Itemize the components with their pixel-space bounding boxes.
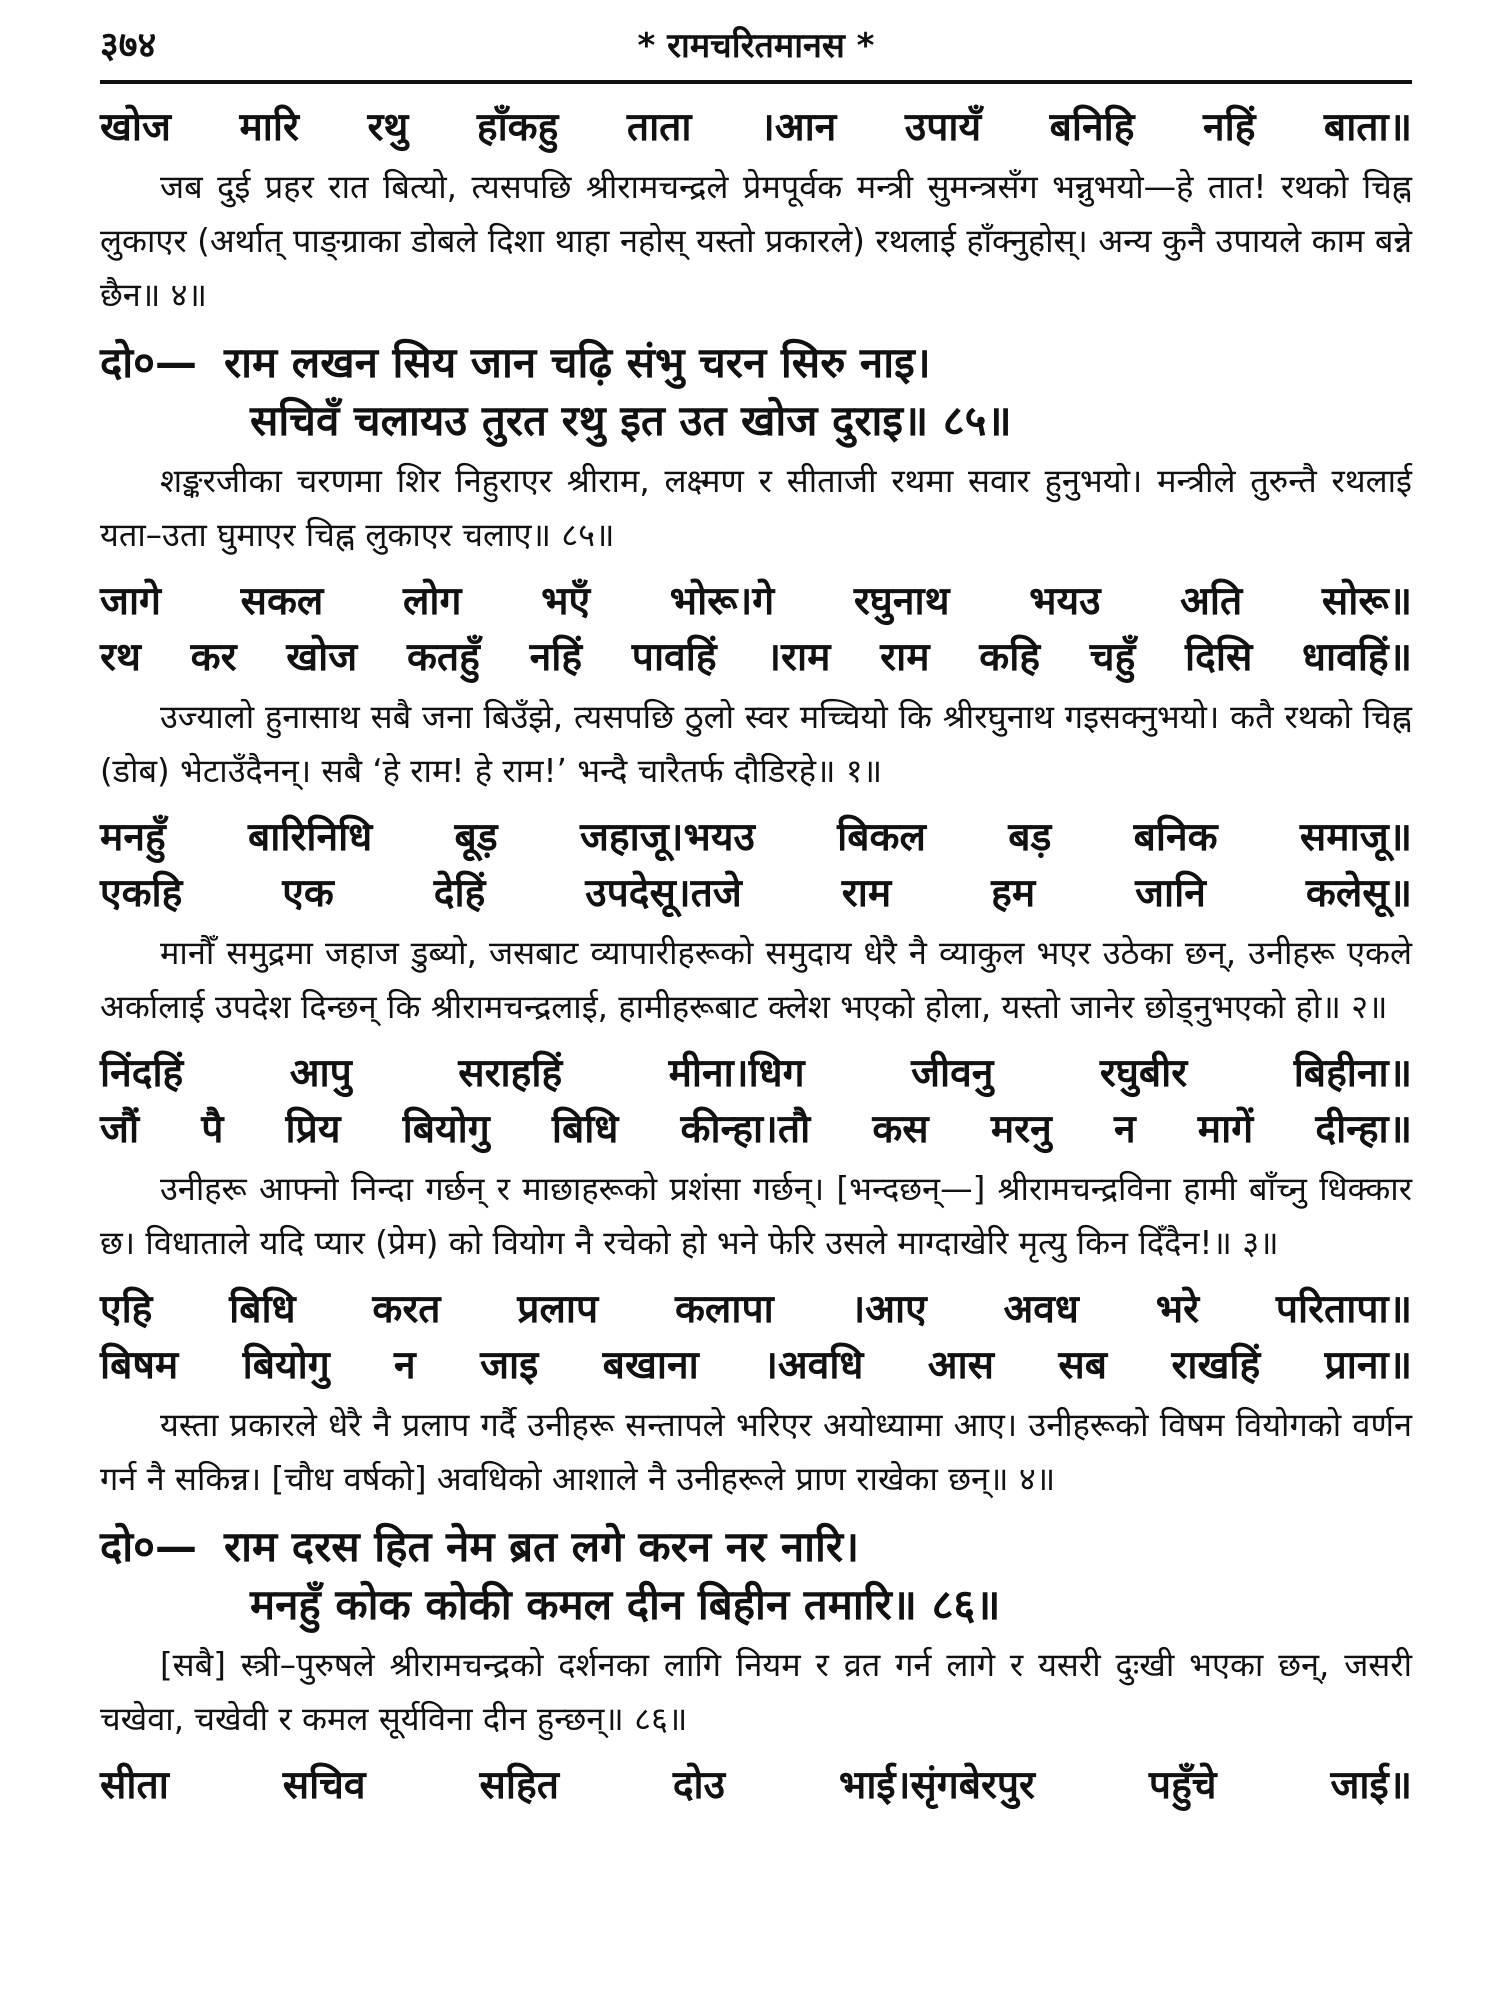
translation-paragraph: [सबै] स्त्री–पुरुषले श्रीरामचन्द्रको दर्शनका लागि नियम र व्रत गर्न लागे र यसरी दुःखी भएका छन्, जसरी चखेवा, चखेवी र कमल सूर्यविना दीन हुन्छन्॥ ८६॥ xyxy=(100,1646,1412,1738)
translation-paragraph: उनीहरू आफ्नो निन्दा गर्छन् र माछाहरूको प्रशंसा गर्छन्। [भन्दछन्—] श्रीरामचन्द्रविना हामी बाँच्नु धिक्कार छ। विधाताले यदि प्यार (प्रेम) को वियोग नै रचेको हो भने फेरि उसले माग्दाखेरि मृत्यु किन दिँदैन!॥ ३॥ xyxy=(100,1170,1412,1262)
doha xyxy=(100,1518,1412,1634)
translation-paragraph: यस्ता प्रकारले धेरै नै प्रलाप गर्दै उनीहरू सन्तापले भरिएर अयोध्यामा आए। उनीहरूको विषम वियोगको वर्णन गर्न नै सकिन्न। [चौध वर्षको] अवधिको आशाले नै उनीहरूले प्राण राखेका छन्॥ ४॥ xyxy=(100,1406,1412,1498)
book-title: * रामचरितमानस * xyxy=(637,26,875,66)
translation-paragraph: उज्यालो हुनासाथ सबै जना बिउँझे, त्यसपछि ठुलो स्वर मच्चियो कि श्रीरघुनाथ गइसक्नुभयो। कतै रथको चिह्न (डोब) भेटाउँदैनन्। सबै ‘हे राम! हे राम!’ भन्दै चारैतर्फ दौडिरहे॥ १॥ xyxy=(100,698,1412,790)
translation-paragraph: जब दुई प्रहर रात बित्यो, त्यसपछि श्रीरामचन्द्रले प्रेमपूर्वक मन्त्री सुमन्त्रसँग भन्नुभयो—हे तात! रथको चिह्न लुकाएर (अर्थात् पाङ्ग्राका डोबले दिशा थाहा नहोस् यस्तो प्रकारले) रथलाई हाँक्नुहोस्। अन्य कुनै उपायले काम बन्ने छैन॥ ४॥ xyxy=(100,168,1412,314)
doha-line-1 xyxy=(100,1518,1412,1576)
chaupai-line: मनहुँ बारिनिधि बूड़ जहाजू।भयउ बिकल बड़ बनिक समाजू॥ xyxy=(100,815,1412,860)
translation-paragraph: शङ्करजीका चरणमा शिर निहुराएर श्रीराम, लक्ष्मण र सीताजी रथमा सवार हुनुभयो। मन्त्रीले तुरुन्तै रथलाई यता–उता घुमाएर चिह्न लुकाएर चलाए॥ ८५॥ xyxy=(100,462,1412,554)
page-header xyxy=(100,22,1412,70)
doha-line-2: मनहुँ कोक कोकी कमल दीन बिहीन तमारि॥ ८६॥ xyxy=(250,1580,1001,1629)
chaupai-line: जागे सकल लोग भएँ भोरू।गे रघुनाथ भयउ अति सोरू॥ xyxy=(100,579,1412,624)
doha-label: दो०— xyxy=(100,1522,198,1571)
page-body xyxy=(100,100,1412,1814)
doha-line-1-text: राम लखन सिय जान चढ़ि संभु चरन सिरु नाइ। xyxy=(224,338,931,387)
chaupai-line: बिषम बियोगु न जाइ बखाना ।अवधि आस सब राखहिं प्राना॥ xyxy=(100,1343,1412,1388)
doha xyxy=(100,334,1412,450)
doha-line-2: सचिवँ चलायउ तुरत रथु इत उत खोज दुराइ॥ ८५॥ xyxy=(250,396,1012,445)
chaupai-line: एहि बिधि करत प्रलाप कलापा ।आए अवध भरे परितापा॥ xyxy=(100,1287,1412,1332)
translation-paragraph: मानौँ समुद्रमा जहाज डुब्यो, जसबाट व्यापारीहरूको समुदाय धेरै नै व्याकुल भएर उठेका छन्, उनीहरू एकले अर्कालाई उपदेश दिन्छन् कि श्रीरामचन्द्रलाई, हामीहरूबाट क्लेश भएको होला, यस्तो जानेर छोड्नुभएको हो॥ २॥ xyxy=(100,934,1412,1026)
doha-line-1 xyxy=(100,334,1412,392)
doha-line-1-text: राम दरस हित नेम ब्रत लगे करन नर नारि। xyxy=(224,1522,860,1571)
chaupai-line: सीता सचिव सहित दोउ भाई।सृंगबेरपुर पहुँचे जाई॥ xyxy=(100,1763,1412,1808)
chaupai-line: खोज मारि रथु हाँकहु ताता ।आन उपायँ बनिहि नहिं बाता॥ xyxy=(100,105,1412,150)
doha-label: दो०— xyxy=(100,338,198,387)
chaupai-line: रथ कर खोज कतहुँ नहिं पावहिं ।राम राम कहि चहुँ दिसि धावहिं॥ xyxy=(100,635,1412,680)
header-rule xyxy=(100,80,1412,84)
chaupai-line: एकहि एक देहिं उपदेसू।तजे राम हम जानि कलेसू॥ xyxy=(100,871,1412,916)
page-number: ३७४ xyxy=(100,25,157,66)
chaupai-line: जौं पै प्रिय बियोगु बिधि कीन्हा।तौ कस मरनु न मागें दीन्हा॥ xyxy=(100,1107,1412,1152)
chaupai-line: निंदहिं आपु सराहहिं मीना।धिग जीवनु रघुबीर बिहीना॥ xyxy=(100,1051,1412,1096)
